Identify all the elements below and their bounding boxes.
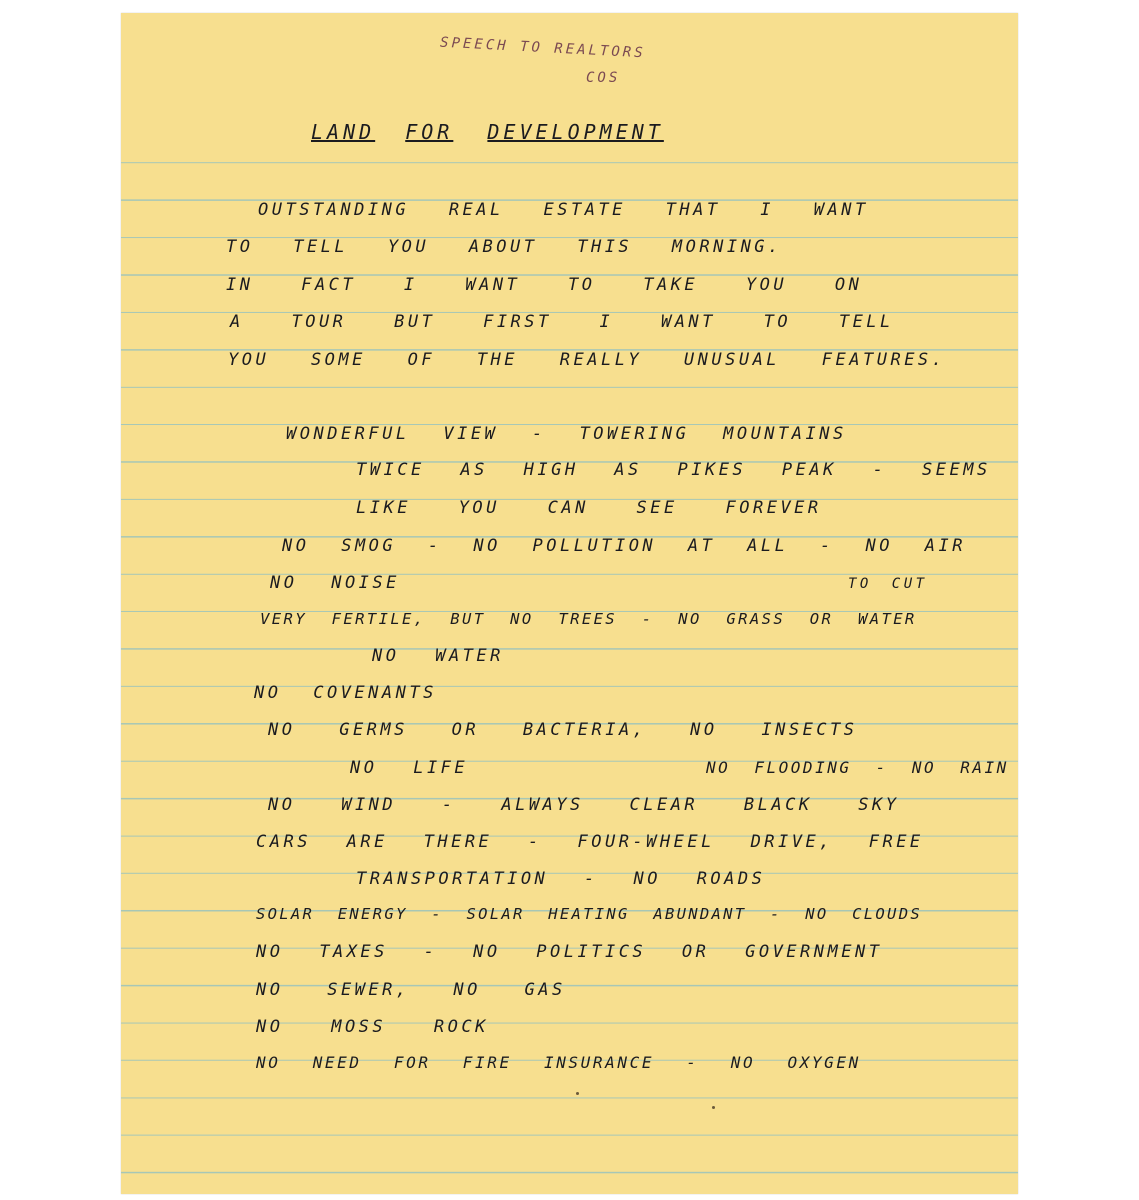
pad-top-margin	[121, 13, 1018, 126]
line-5: YOU SOME OF THE REALLY UNUSUAL FEATURES.	[228, 350, 946, 370]
line-13: NO COVENANTS	[254, 683, 437, 703]
annotation-speech-note: SPEECH TO REALTORS	[439, 34, 646, 62]
line-7: TWICE AS HIGH AS PIKES PEAK - SEEMS	[356, 460, 991, 480]
line-18: TRANSPORTATION - NO ROADS	[356, 869, 766, 889]
line-11: VERY FERTILE, BUT NO TREES - NO GRASS OR WATER	[260, 610, 917, 628]
line-10-insert: TO CUT	[848, 576, 928, 592]
line-14: NO GERMS OR BACTERIA, NO INSECTS	[268, 720, 858, 740]
line-16: NO WIND - ALWAYS CLEAR BLACK SKY	[268, 795, 900, 815]
line-21: NO SEWER, NO GAS	[256, 980, 566, 1000]
line-1: OUTSTANDING REAL ESTATE THAT I WANT	[258, 200, 869, 220]
title-word-land: LAND	[311, 120, 376, 144]
line-15-right: NO FLOODING - NO RAIN	[706, 758, 1009, 777]
title-word-for: FOR	[405, 120, 454, 144]
line-8: LIKE YOU CAN SEE FOREVER	[356, 498, 822, 518]
line-3: IN FACT I WANT TO TAKE YOU ON	[226, 275, 863, 295]
line-23: NO NEED FOR FIRE INSURANCE - NO OXYGEN	[256, 1053, 861, 1072]
line-2: TO TELL YOU ABOUT THIS MORNING.	[226, 237, 782, 257]
line-19: SOLAR ENERGY - SOLAR HEATING ABUNDANT - NO CLOUDS	[256, 905, 922, 923]
line-15: NO LIFE	[350, 758, 469, 778]
line-22: NO MOSS ROCK	[256, 1017, 489, 1037]
title-word-development: DEVELOPMENT	[487, 120, 664, 144]
page-title	[311, 120, 664, 144]
line-12: NO WATER	[372, 646, 504, 666]
line-9: NO SMOG - NO POLLUTION AT ALL - NO AIR	[282, 536, 966, 556]
ink-dot	[712, 1106, 715, 1109]
line-17: CARS ARE THERE - FOUR-WHEEL DRIVE, FREE	[256, 832, 924, 852]
line-6: WONDERFUL VIEW - TOWERING MOUNTAINS	[286, 424, 847, 444]
annotation-cos: COS	[586, 70, 621, 86]
line-4: A TOUR BUT FIRST I WANT TO TELL	[230, 312, 894, 332]
line-10: NO NOISE	[270, 573, 400, 593]
ink-dot	[576, 1092, 579, 1095]
line-20: NO TAXES - NO POLITICS OR GOVERNMENT	[256, 942, 883, 962]
